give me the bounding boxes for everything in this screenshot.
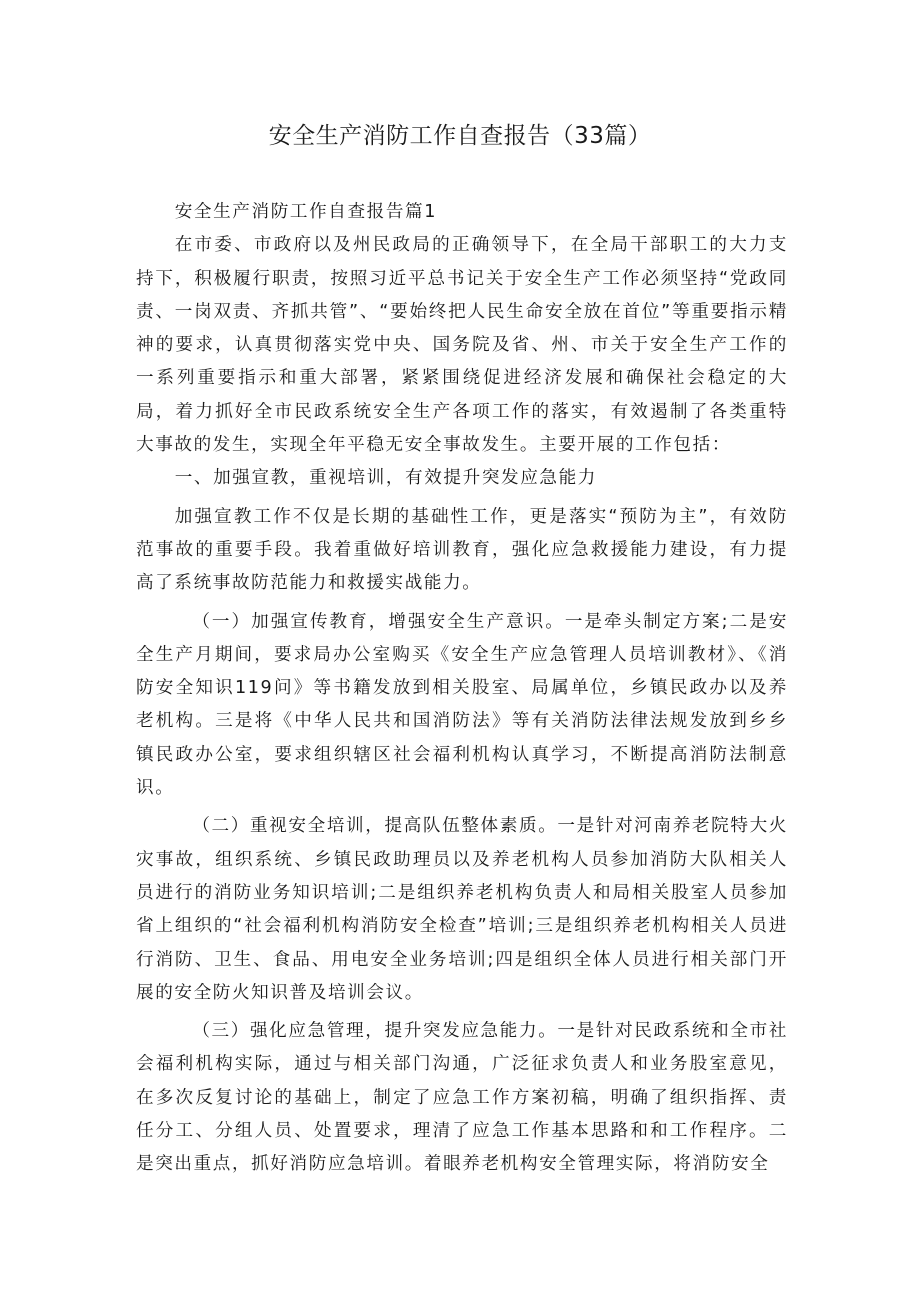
paragraph-section-1: 加强宣教工作不仅是长期的基础性工作，更是落实“预防为主”，有效防范事故的重要手段。我着重做好培训教育，强化应急救援能力建设，有力提高了系统事故防范能力和救援实战能力。 xyxy=(136,506,788,594)
report-subtitle: 安全生产消防工作自查报告篇1 xyxy=(174,202,438,222)
paragraph-item-1: （一）加强宣传教育，增强安全生产意识。一是牵头制定方案;二是安全生产月期间，要求局办公室购买《安全生产应急管理人员培训教材》、《消防安全知识119问》等书籍发放到相关股室、局属单位，乡镇民政办以及养老机构。三是将《中华人民共和国消防法》等有关消防法律法规发放到乡乡镇民政办公室，要求组织辖区社会福利机构认真学习，不断提高消防法制意识。 xyxy=(136,611,788,799)
document-title: 安全生产消防工作自查报告（33篇） xyxy=(268,123,652,149)
document-body xyxy=(136,196,788,1182)
paragraph-item-3: （三）强化应急管理，提升突发应急能力。一是针对民政系统和全市社会福利机构实际，通过与相关部门沟通，广泛征求负责人和业务股室意见，在多次反复讨论的基础上，制定了应急工作方案初稿，明确了组织指挥、责任分工、分组人员、处置要求，理清了应急工作基本思路和和工作程序。二是突出重点，抓好消防应急培训。着眼养老机构安全管理实际，将消防安全 xyxy=(136,1021,788,1175)
section-heading-1: 一、加强宣教，重视培训，有效提升突发应急能力 xyxy=(174,468,597,489)
paragraph-intro: 在市委、市政府以及州民政局的正确领导下，在全局干部职工的大力支持下，积极履行职责，按照习近平总书记关于安全生产工作必须坚持“党政同责、一岗双责、齐抓共管”、“要始终把人民生命安全放在首位”等重要指示精神的要求，认真贯彻落实党中央、国务院及省、州、市关于安全生产工作的一系列重要指示和重大部署，紧紧围绕促进经济发展和确保社会稳定的大局，着力抓好全市民政系统安全生产各项工作的落实，有效遏制了各类重特大事故的发生，实现全年平稳无安全事故发生。主要开展的工作包括： xyxy=(136,235,788,456)
paragraph-item-2: （二）重视安全培训，提高队伍整体素质。一是针对河南养老院特大火灾事故，组织系统、乡镇民政助理员以及养老机构人员参加消防大队相关人员进行的消防业务知识培训;二是组织养老机构负责人和局相关股室人员参加省上组织的“社会福利机构消防安全检查”培训;三是组织养老机构相关人员进行消防、卫生、食品、用电安全业务培训;四是组织全体人员进行相关部门开展的安全防火知识普及培训会议。 xyxy=(136,816,788,1003)
